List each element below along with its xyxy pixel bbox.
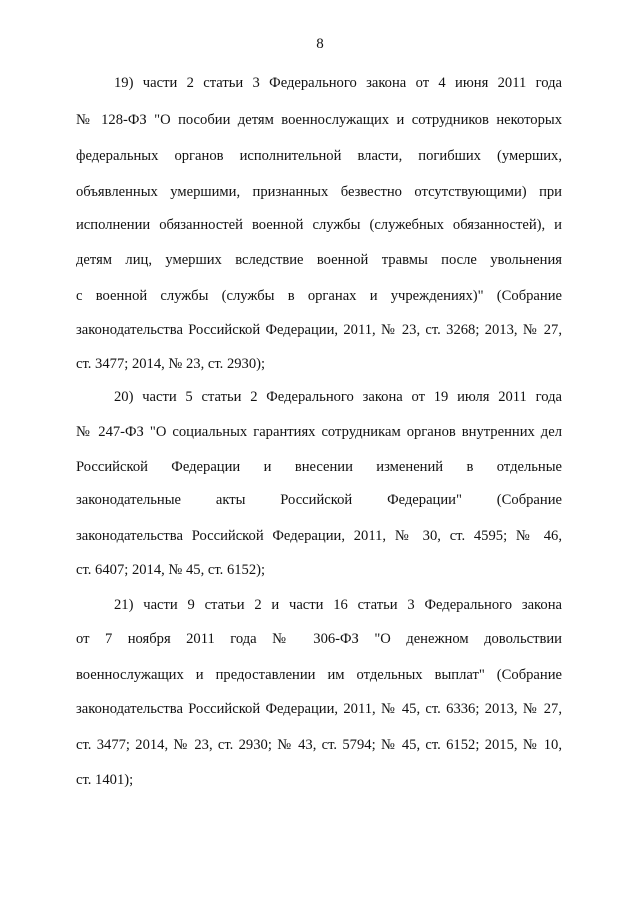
paragraph-line: законодательные акты Российской Федерации" (Собрание — [76, 492, 562, 508]
paragraph-line: ст. 3477; 2014, № 23, ст. 2930); — [76, 356, 266, 372]
paragraph-line: объявленных умершими, признанных безвестно отсутствующими) при — [76, 184, 562, 200]
paragraph-line: от 7 ноября 2011 года № 306-ФЗ "О денежном довольствии — [76, 631, 562, 647]
paragraph-line: законодательства Российской Федерации, 2011, № 30, ст. 4595; № 46, — [76, 528, 562, 544]
paragraph-line: № 247-ФЗ "О социальных гарантиях сотрудникам органов внутренних дел — [76, 424, 562, 440]
paragraph-line: федеральных органов исполнительной власти, погибших (умерших, — [76, 148, 562, 164]
paragraph-line: № 128-ФЗ "О пособии детям военнослужащих и сотрудников некоторых — [76, 112, 562, 128]
paragraph-line: 19) части 2 статьи 3 Федерального закона от 4 июня 2011 года — [114, 75, 562, 91]
paragraph-line: детям лиц, умерших вследствие военной травмы после увольнения — [76, 252, 562, 268]
paragraph-line: Российской Федерации и внесении изменений в отдельные — [76, 459, 562, 475]
page-number: 8 — [316, 36, 324, 52]
paragraph-line: 21) части 9 статьи 2 и части 16 статьи 3 Федерального закона — [114, 597, 562, 613]
paragraph-line: 20) части 5 статьи 2 Федерального закона от 19 июля 2011 года — [114, 389, 562, 405]
paragraph-line: ст. 1401); — [76, 772, 134, 788]
paragraph-line: исполнении обязанностей военной службы (служебных обязанностей), и — [76, 217, 562, 233]
paragraph-line: военнослужащих и предоставлении им отдельных выплат" (Собрание — [76, 667, 562, 683]
paragraph-line: ст. 6407; 2014, № 45, ст. 6152); — [76, 562, 266, 578]
paragraph-line: законодательства Российской Федерации, 2011, № 23, ст. 3268; 2013, № 27, — [76, 322, 562, 338]
paragraph-line: законодательства Российской Федерации, 2011, № 45, ст. 6336; 2013, № 27, — [76, 701, 562, 717]
paragraph-line: с военной службы (службы в органах и учреждениях)" (Собрание — [76, 288, 562, 304]
paragraph-line: ст. 3477; 2014, № 23, ст. 2930; № 43, ст. 5794; № 45, ст. 6152; 2015, № 10, — [76, 737, 562, 753]
